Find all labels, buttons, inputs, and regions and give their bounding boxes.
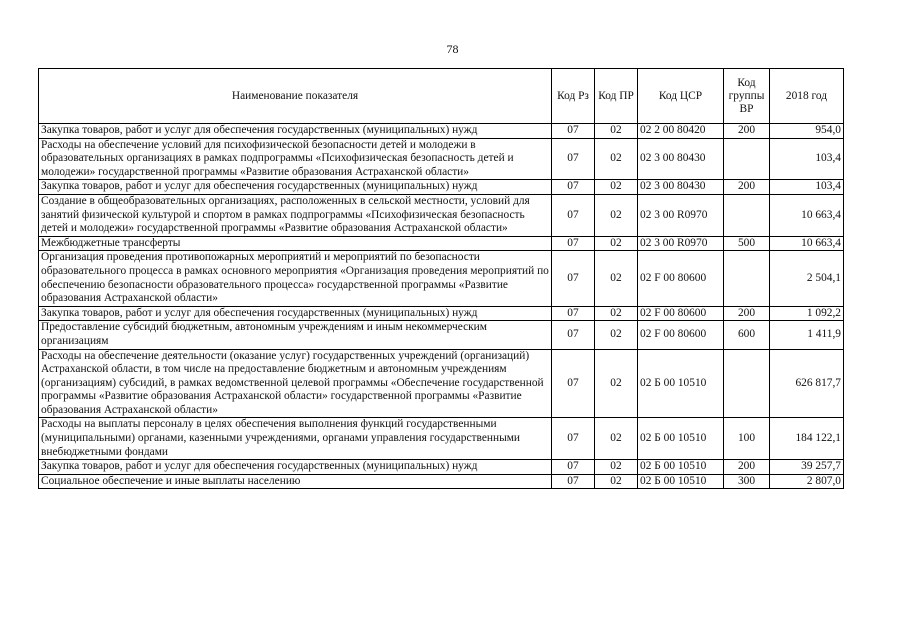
table-row <box>39 349 844 418</box>
header-csr: Код ЦСР <box>638 69 724 124</box>
row-pr: 02 <box>595 306 638 321</box>
row-pr: 02 <box>595 138 638 180</box>
row-vr <box>724 251 770 306</box>
budget-table <box>38 68 844 489</box>
header-rz: Код Рз <box>552 69 595 124</box>
row-amount: 2 807,0 <box>770 474 844 489</box>
row-amount: 10 663,4 <box>770 236 844 251</box>
header-year: 2018 год <box>770 69 844 124</box>
row-pr: 02 <box>595 474 638 489</box>
row-pr: 02 <box>595 321 638 349</box>
row-pr: 02 <box>595 460 638 475</box>
row-vr: 200 <box>724 124 770 139</box>
row-name: Закупка товаров, работ и услуг для обеспечения государственных (муниципальных) нужд <box>39 460 552 475</box>
row-name: Расходы на обеспечение деятельности (оказание услуг) государственных учреждений (организаций) Астраханской области, в том числе на предоставление бюджетным и автономным учреждениям (организациям) субсидий, в рамках ведомственной целевой программы «Обеспечение государственной программы «Развитие образования Астраханской области» государственной программы «Развитие образования Астраханской области» <box>39 349 552 418</box>
row-amount: 39 257,7 <box>770 460 844 475</box>
row-csr: 02 3 00 R0970 <box>638 236 724 251</box>
row-name: Закупка товаров, работ и услуг для обеспечения государственных (муниципальных) нужд <box>39 124 552 139</box>
row-pr: 02 <box>595 349 638 418</box>
row-csr: 02 3 00 80430 <box>638 138 724 180</box>
row-pr: 02 <box>595 236 638 251</box>
row-rz: 07 <box>552 251 595 306</box>
row-pr: 02 <box>595 251 638 306</box>
header-name: Наименование показателя <box>39 69 552 124</box>
table-row <box>39 194 844 236</box>
row-vr <box>724 138 770 180</box>
row-amount: 2 504,1 <box>770 251 844 306</box>
table-header-row <box>39 69 844 124</box>
row-rz: 07 <box>552 180 595 195</box>
table-row <box>39 138 844 180</box>
row-amount: 184 122,1 <box>770 418 844 460</box>
row-vr: 500 <box>724 236 770 251</box>
table-row <box>39 251 844 306</box>
row-vr: 100 <box>724 418 770 460</box>
row-rz: 07 <box>552 138 595 180</box>
row-csr: 02 2 00 80420 <box>638 124 724 139</box>
row-name: Социальное обеспечение и иные выплаты населению <box>39 474 552 489</box>
row-rz: 07 <box>552 418 595 460</box>
row-name: Создание в общеобразовательных организациях, расположенных в сельской местности, условий для занятий физической культурой и спортом в рамках подпрограммы «Психофизическая безопасность детей и молодежи» государственной программы «Развитие образования Астраханской области» <box>39 194 552 236</box>
table-row <box>39 236 844 251</box>
row-csr: 02 Б 00 10510 <box>638 474 724 489</box>
row-rz: 07 <box>552 349 595 418</box>
row-rz: 07 <box>552 321 595 349</box>
row-rz: 07 <box>552 474 595 489</box>
row-amount: 954,0 <box>770 124 844 139</box>
header-vr: Код группы ВР <box>724 69 770 124</box>
row-name: Организация проведения противопожарных мероприятий и мероприятий по безопасности образовательного процесса в рамках основного мероприятия «Организация проведения мероприятий по обеспечению безопасности образовательного процесса» государственной программы «Развитие образования Астраханской области» <box>39 251 552 306</box>
row-vr: 300 <box>724 474 770 489</box>
table-row <box>39 306 844 321</box>
row-pr: 02 <box>595 180 638 195</box>
row-rz: 07 <box>552 306 595 321</box>
row-csr: 02 Б 00 10510 <box>638 460 724 475</box>
row-csr: 02 Б 00 10510 <box>638 418 724 460</box>
row-vr: 200 <box>724 180 770 195</box>
row-csr: 02 3 00 R0970 <box>638 194 724 236</box>
row-vr: 600 <box>724 321 770 349</box>
row-rz: 07 <box>552 194 595 236</box>
row-name: Закупка товаров, работ и услуг для обеспечения государственных (муниципальных) нужд <box>39 180 552 195</box>
row-name: Расходы на выплаты персоналу в целях обеспечения выполнения функций государственными (муниципальными) органами, казенными учреждениями, органами управления государственными внебюджетными фондами <box>39 418 552 460</box>
table-row <box>39 321 844 349</box>
row-name: Расходы на обеспечение условий для психофизической безопасности детей и молодежи в образовательных организациях в рамках подпрограммы «Психофизическая безопасность детей и молодежи» государственной программы «Развитие образования Астраханской области» <box>39 138 552 180</box>
row-name: Межбюджетные трансферты <box>39 236 552 251</box>
row-rz: 07 <box>552 236 595 251</box>
row-csr: 02 F 00 80600 <box>638 306 724 321</box>
table-row <box>39 180 844 195</box>
row-vr <box>724 194 770 236</box>
row-vr <box>724 349 770 418</box>
header-pr: Код ПР <box>595 69 638 124</box>
row-csr: 02 F 00 80600 <box>638 251 724 306</box>
table-row <box>39 418 844 460</box>
page-number: 78 <box>446 42 459 56</box>
row-pr: 02 <box>595 194 638 236</box>
row-csr: 02 F 00 80600 <box>638 321 724 349</box>
row-csr: 02 Б 00 10510 <box>638 349 724 418</box>
row-amount: 626 817,7 <box>770 349 844 418</box>
row-rz: 07 <box>552 460 595 475</box>
row-vr: 200 <box>724 460 770 475</box>
table-row <box>39 460 844 475</box>
row-amount: 1 411,9 <box>770 321 844 349</box>
table-row <box>39 124 844 139</box>
row-name: Предоставление субсидий бюджетным, автономным учреждениям и иным некоммерческим организациям <box>39 321 552 349</box>
row-rz: 07 <box>552 124 595 139</box>
row-name: Закупка товаров, работ и услуг для обеспечения государственных (муниципальных) нужд <box>39 306 552 321</box>
row-vr: 200 <box>724 306 770 321</box>
row-amount: 10 663,4 <box>770 194 844 236</box>
row-pr: 02 <box>595 418 638 460</box>
row-pr: 02 <box>595 124 638 139</box>
row-csr: 02 3 00 80430 <box>638 180 724 195</box>
table-row <box>39 474 844 489</box>
row-amount: 1 092,2 <box>770 306 844 321</box>
row-amount: 103,4 <box>770 180 844 195</box>
row-amount: 103,4 <box>770 138 844 180</box>
